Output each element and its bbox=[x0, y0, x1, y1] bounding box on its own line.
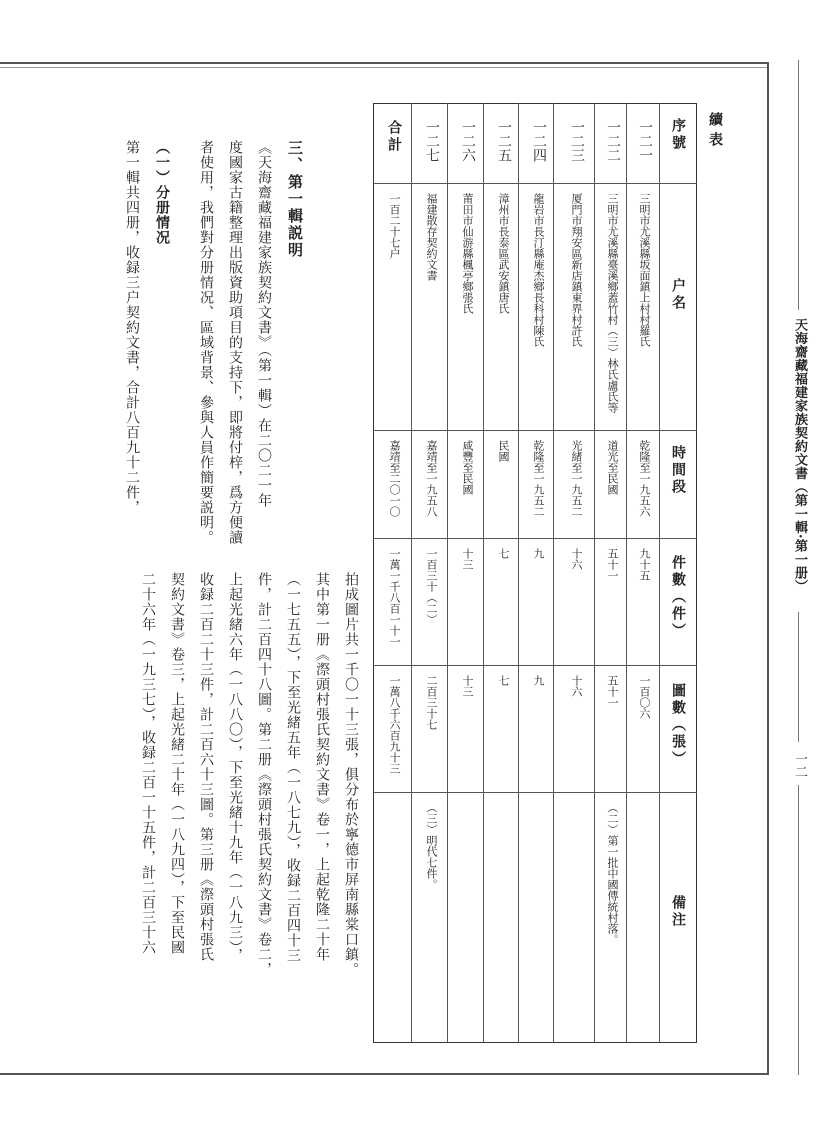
row-images: 九 bbox=[532, 675, 545, 686]
row-images: 一百〇六 bbox=[638, 675, 651, 719]
total-household: 一百二十七户 bbox=[388, 193, 401, 259]
row-seq: 一二二 bbox=[605, 120, 621, 162]
frame-bottom-rule bbox=[0, 1073, 768, 1075]
header-household: 户名 bbox=[670, 278, 686, 312]
total-items: 一萬一千八百一十一 bbox=[388, 548, 401, 647]
row-images: 十六 bbox=[570, 675, 583, 697]
row-items: 一百三十（二） bbox=[425, 548, 438, 625]
row-period: 乾隆至一九五二 bbox=[532, 440, 545, 517]
table-col-divider bbox=[447, 103, 448, 1043]
margin-rule-lower bbox=[798, 785, 799, 1075]
row-images: 十三 bbox=[461, 675, 474, 697]
row-items: 七 bbox=[497, 548, 510, 559]
row-items: 五十一 bbox=[606, 548, 619, 581]
paragraph-line: 契約文書》卷三，上起光緒二十年（一八九四），下至民國 bbox=[169, 572, 185, 955]
paragraph-line: 件，計二百四十八圖。第二册《漈頭村張氏契約文書》卷二， bbox=[256, 572, 272, 977]
row-period: 光緒至一九五二 bbox=[570, 440, 583, 517]
row-images: 七 bbox=[497, 675, 510, 686]
paragraph-line: 上起光緒六年（一八八〇），下至光緒十九年（一八九三）， bbox=[227, 572, 243, 963]
row-images: 二百三十七 bbox=[425, 675, 438, 730]
table-col-divider bbox=[626, 103, 627, 1043]
paragraph-line: 《天海齋藏福建家族契約文書》（第一輯）在二〇二一年 bbox=[256, 140, 272, 508]
paragraph-line: 拍成圖片共一千〇一十三張，俱分布於寧德市屏南縣棠口鎮。 bbox=[343, 572, 359, 977]
paragraph-line: 第一輯共四册，收録三户契約文書，合計八百九十二件， bbox=[124, 140, 140, 515]
total-label: 合計 bbox=[386, 120, 402, 154]
row-household: 莆田市仙游縣楓亭鄉張氏 bbox=[461, 193, 474, 314]
table-row-divider bbox=[373, 183, 697, 184]
row-period: 道光至民國 bbox=[606, 440, 619, 495]
row-seq: 一二五 bbox=[496, 120, 512, 162]
table-row-divider bbox=[373, 665, 697, 666]
table-row-divider bbox=[373, 792, 697, 793]
margin-rule-upper bbox=[798, 60, 799, 310]
page-number: 一二 bbox=[792, 752, 807, 778]
row-images: 五十一 bbox=[606, 675, 619, 708]
paragraph-line: 二十六年（一九三七），收録二百一十五件，計二百三十六 bbox=[140, 572, 156, 955]
table-col-divider bbox=[518, 103, 519, 1043]
row-household: 漳州市長泰區武安鎮唐氏 bbox=[497, 193, 510, 314]
margin-rule-middle bbox=[798, 612, 799, 742]
row-period: 乾隆至一九五六 bbox=[638, 440, 651, 517]
paragraph-line: 其中第一册《漈頭村張氏契約文書》卷一，上起乾隆二十年 bbox=[314, 572, 330, 962]
paragraph-line: 度國家古籍整理出版資助項目的支持下，即將付梓，爲方便讀 bbox=[227, 140, 243, 545]
row-seq: 一二七 bbox=[424, 120, 440, 162]
table-col-divider bbox=[594, 103, 595, 1043]
row-notes: （二）第一批中國傳統村落。 bbox=[606, 802, 619, 945]
subsection-title: （一）分册情况 bbox=[154, 140, 170, 245]
row-household: 福建散存契約文書 bbox=[425, 193, 438, 281]
row-household: 三明市尤溪縣臺溪鄉蓋竹村（三）林氏盧氏等 bbox=[606, 193, 619, 413]
row-period: 嘉靖至一九五八 bbox=[425, 440, 438, 517]
paragraph-line: （一七五五），下至光緒五年（一八七九），收録二百四十三 bbox=[285, 572, 301, 963]
header-seq: 序號 bbox=[670, 118, 686, 152]
paragraph-line: 收録二百二十三件，計二百六十三圖。第三册《漈頭村張氏 bbox=[198, 572, 214, 962]
header-period: 時間段 bbox=[670, 445, 686, 496]
row-items: 九十五 bbox=[638, 548, 651, 581]
total-period: 嘉靖至二〇一〇 bbox=[388, 440, 401, 517]
row-period: 咸豐至民國 bbox=[461, 440, 474, 495]
table-col-divider bbox=[553, 103, 554, 1043]
running-header-title: 天海齋藏福建家族契約文書（第一輯·第一册） bbox=[792, 318, 807, 594]
row-household: 三明市尤溪縣坂面鎮上村村羅氏 bbox=[638, 193, 651, 347]
row-seq: 一二四 bbox=[531, 120, 547, 162]
header-notes: 備注 bbox=[670, 895, 686, 929]
table-col-divider bbox=[659, 103, 660, 1043]
row-household: 厦門市翔安區新店鎮東界村許氏 bbox=[570, 193, 583, 347]
frame-top-rule bbox=[0, 62, 768, 64]
row-items: 九 bbox=[532, 548, 545, 559]
row-notes: （三）明代七件。 bbox=[425, 802, 438, 890]
row-items: 十三 bbox=[461, 548, 474, 570]
row-seq: 一二一 bbox=[637, 120, 653, 162]
row-household: 龍岩市長汀縣庵杰鄉長科村陳氏 bbox=[532, 193, 545, 347]
row-seq: 一二六 bbox=[460, 120, 476, 162]
table-row-divider bbox=[373, 430, 697, 431]
table-continuation-label: 續表 bbox=[707, 112, 723, 152]
section-title: 三、第一輯説明 bbox=[286, 140, 304, 259]
header-items: 件數（件） bbox=[670, 555, 686, 640]
paragraph-line: 者使用，我們對分册情况、區域背景、參與人員作簡要説明。 bbox=[198, 140, 214, 545]
row-seq: 一二三 bbox=[569, 120, 585, 162]
row-items: 十六 bbox=[570, 548, 583, 570]
header-images: 圖數（張） bbox=[670, 683, 686, 768]
table-row-divider bbox=[373, 538, 697, 539]
table-col-divider bbox=[483, 103, 484, 1043]
frame-right-rule bbox=[767, 62, 769, 1075]
row-period: 民國 bbox=[497, 440, 510, 462]
table-col-divider bbox=[411, 103, 412, 1043]
frame-top-rule-thin bbox=[0, 67, 768, 68]
total-images: 一萬八千六百九十三 bbox=[388, 675, 401, 774]
